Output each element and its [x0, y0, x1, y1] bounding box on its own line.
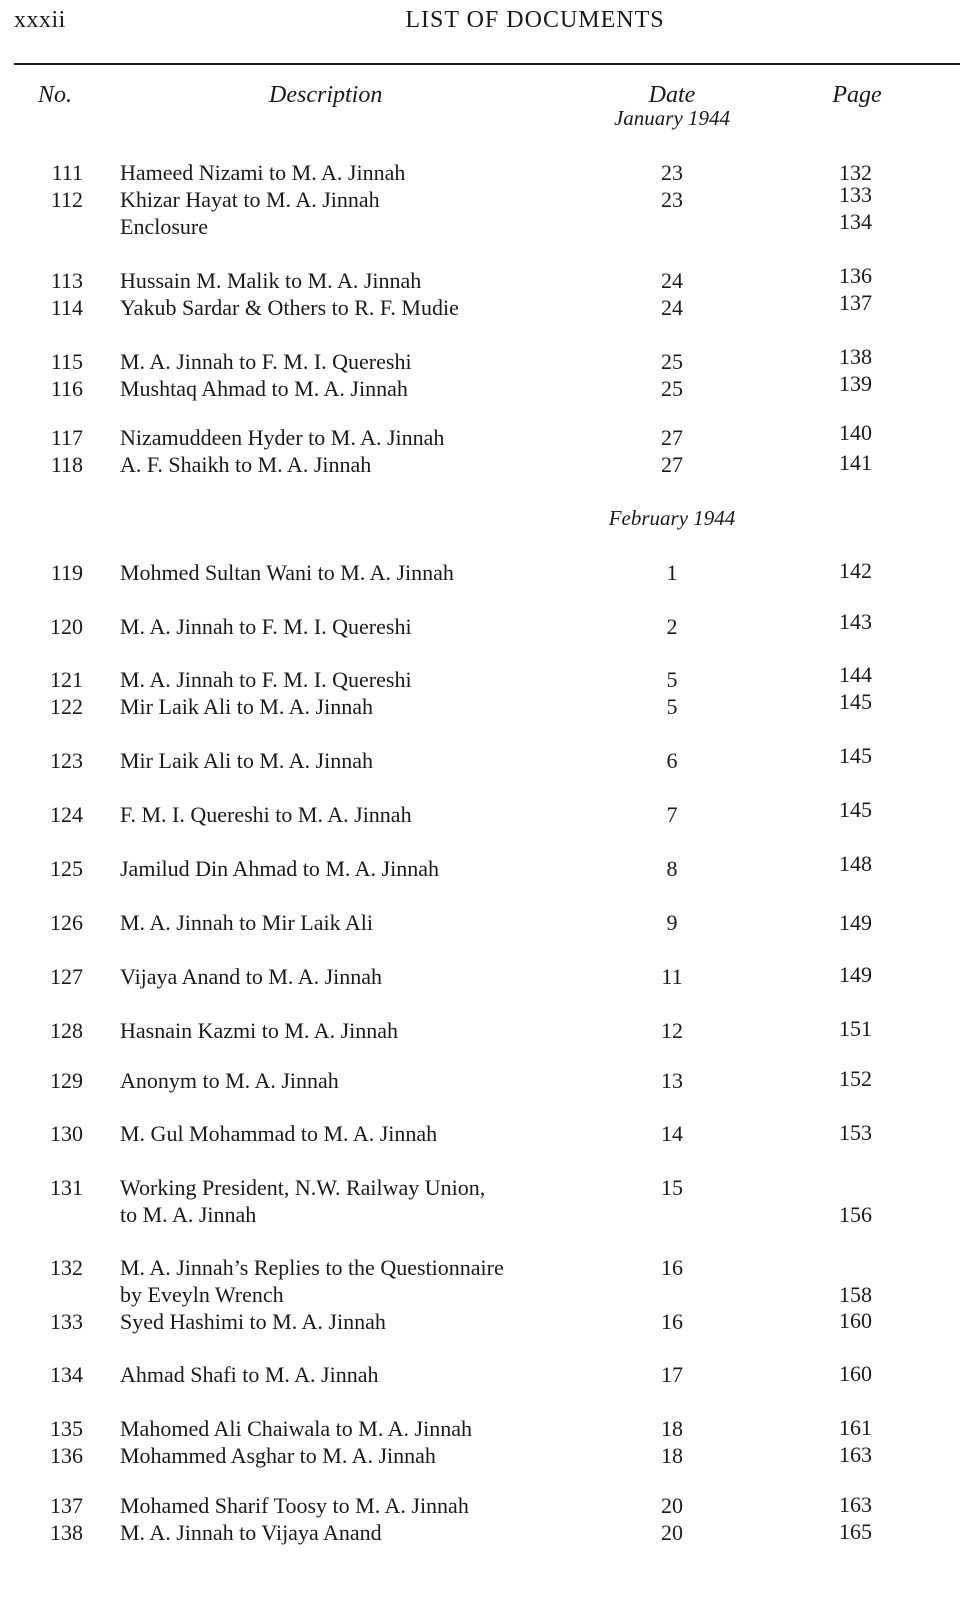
entry-page: 160 — [839, 1361, 872, 1386]
entry-description: Mohammed Asghar to M. A. Jinnah — [120, 1443, 436, 1468]
entry-number: 126 — [50, 910, 83, 935]
entry-page: 148 — [839, 851, 872, 876]
column-header-description: Description — [269, 82, 383, 108]
entry-description: Anonym to M. A. Jinnah — [120, 1068, 339, 1093]
entry-date: 12 — [661, 1018, 683, 1043]
entry-number: 138 — [50, 1520, 83, 1545]
entry-date: 16 — [661, 1309, 683, 1334]
entry-number: 120 — [50, 614, 83, 639]
entry-page: 136 — [839, 263, 872, 288]
entry-number: 125 — [50, 856, 83, 881]
entry-date: 13 — [661, 1068, 683, 1093]
entry-date: 24 — [661, 268, 683, 293]
entry-number: 123 — [50, 748, 83, 773]
entry-description: Yakub Sardar & Others to R. F. Mudie — [120, 295, 459, 320]
entry-page: 141 — [839, 450, 872, 475]
entry-description: Working President, N.W. Railway Union, — [120, 1175, 486, 1200]
entry-number: 129 — [50, 1068, 83, 1093]
entry-number: 121 — [50, 667, 83, 692]
entry-date: 20 — [661, 1520, 683, 1545]
entry-description: M. A. Jinnah to F. M. I. Quereshi — [120, 614, 412, 639]
entry-description: Vijaya Anand to M. A. Jinnah — [120, 964, 383, 989]
entry-number: 136 — [50, 1443, 83, 1468]
entry-date: 27 — [661, 452, 683, 477]
entry-number: 115 — [50, 349, 83, 374]
entry-description: Khizar Hayat to M. A. Jinnah — [120, 187, 380, 212]
entry-number: 128 — [50, 1018, 83, 1043]
entry-number: 132 — [50, 1255, 83, 1280]
entry-date: 20 — [661, 1493, 683, 1518]
entry-description: Jamilud Din Ahmad to M. A. Jinnah — [120, 856, 439, 881]
entry-date: 7 — [666, 802, 678, 827]
entry-description: A. F. Shaikh to M. A. Jinnah — [120, 452, 372, 477]
column-header-page: Page — [832, 82, 882, 108]
entry-date: 23 — [661, 187, 683, 212]
entry-description: Hasnain Kazmi to M. A. Jinnah — [120, 1018, 399, 1043]
header-rule — [14, 63, 960, 65]
entry-date: 5 — [666, 667, 678, 692]
entry-page: 152 — [839, 1066, 872, 1091]
entry-number: 116 — [50, 376, 83, 401]
entry-description: Mahomed Ali Chaiwala to M. A. Jinnah — [120, 1416, 472, 1441]
entry-page: 163 — [839, 1492, 872, 1517]
entry-description: Nizamuddeen Hyder to M. A. Jinnah — [120, 425, 445, 450]
entry-number: 130 — [50, 1121, 83, 1146]
entry-number: 113 — [50, 268, 83, 293]
entry-page: 144 — [839, 662, 872, 687]
month-heading-february: February 1944 — [608, 506, 736, 530]
entry-description: M. Gul Mohammad to M. A. Jinnah — [120, 1121, 438, 1146]
entry-description: Mir Laik Ali to M. A. Jinnah — [120, 694, 373, 719]
entry-description: Syed Hashimi to M. A. Jinnah — [120, 1309, 386, 1334]
entry-number: 114 — [50, 295, 83, 320]
entry-date: 6 — [666, 748, 678, 773]
entry-page: 132 — [839, 160, 872, 185]
entry-number: 117 — [50, 425, 83, 450]
entry-page: 137 — [839, 290, 872, 315]
entry-number: 122 — [50, 694, 83, 719]
entry-page: 163 — [839, 1442, 872, 1467]
entry-number: 133 — [50, 1309, 83, 1334]
entry-number: 112 — [50, 187, 83, 212]
entry-page: 133 — [839, 182, 872, 207]
entry-date: 14 — [661, 1121, 683, 1146]
entry-description: Hussain M. Malik to M. A. Jinnah — [120, 268, 422, 293]
entry-page: 140 — [839, 420, 872, 445]
entry-date: 16 — [661, 1255, 683, 1280]
entry-number: 124 — [50, 802, 83, 827]
entry-date: 11 — [661, 964, 683, 989]
entry-page: 151 — [839, 1016, 872, 1041]
entry-description: M. A. Jinnah to F. M. I. Quereshi — [120, 349, 412, 374]
entry-date: 27 — [661, 425, 683, 450]
entry-date: 25 — [661, 376, 683, 401]
entry-page: 145 — [839, 689, 872, 714]
entry-date: 24 — [661, 295, 683, 320]
entry-date: 5 — [666, 694, 678, 719]
entry-date: 1 — [666, 560, 678, 585]
entry-page: 139 — [839, 371, 872, 396]
entry-description: M. A. Jinnah to Mir Laik Ali — [120, 910, 373, 935]
entry-date: 25 — [661, 349, 683, 374]
entry-page: 142 — [839, 558, 872, 583]
entry-page: 145 — [839, 797, 872, 822]
entry-description: F. M. I. Quereshi to M. A. Jinnah — [120, 802, 412, 827]
column-header-no: No. — [38, 82, 73, 108]
entry-description: Mohamed Sharif Toosy to M. A. Jinnah — [120, 1493, 469, 1518]
entry-date: 15 — [661, 1175, 683, 1200]
entry-page: 165 — [839, 1519, 872, 1544]
entry-page: 149 — [839, 962, 872, 987]
entry-description-continued: Enclosure — [120, 214, 208, 239]
entry-page-continued: 134 — [839, 209, 872, 234]
entry-page: 143 — [839, 609, 872, 634]
entry-date: 2 — [666, 614, 678, 639]
entry-number: 134 — [50, 1362, 83, 1387]
entry-date: 8 — [666, 856, 678, 881]
entry-date: 23 — [661, 160, 683, 185]
entry-description: M. A. Jinnah to F. M. I. Quereshi — [120, 667, 412, 692]
entry-description-continued: by Eveyln Wrench — [120, 1282, 284, 1307]
entry-page: 149 — [839, 910, 872, 935]
entry-number: 111 — [51, 160, 83, 185]
entry-description: Hameed Nizami to M. A. Jinnah — [120, 160, 406, 185]
column-header-date: Date — [648, 82, 696, 108]
entry-page: 161 — [839, 1415, 872, 1440]
entry-number: 119 — [50, 560, 83, 585]
entry-description: Mohmed Sultan Wani to M. A. Jinnah — [120, 560, 454, 585]
entry-number: 137 — [50, 1493, 83, 1518]
entry-page-continued: 156 — [839, 1202, 872, 1227]
entry-page: 160 — [839, 1308, 872, 1333]
entry-page: 153 — [839, 1120, 872, 1145]
entry-number: 127 — [50, 964, 83, 989]
entry-page: 145 — [839, 743, 872, 768]
entry-page: 138 — [839, 344, 872, 369]
entry-page-continued: 158 — [839, 1282, 872, 1307]
entry-number: 118 — [50, 452, 83, 477]
entry-date: 17 — [661, 1362, 683, 1387]
entry-description: Mushtaq Ahmad to M. A. Jinnah — [120, 376, 408, 401]
entry-date: 18 — [661, 1416, 683, 1441]
entry-date: 9 — [666, 910, 678, 935]
entry-description: M. A. Jinnah to Vijaya Anand — [120, 1520, 382, 1545]
page-title: LIST OF DOCUMENTS — [405, 7, 665, 33]
month-heading-january: January 1944 — [613, 106, 731, 130]
entry-description: Mir Laik Ali to M. A. Jinnah — [120, 748, 373, 773]
entry-description: M. A. Jinnah’s Replies to the Questionnaire — [120, 1255, 504, 1280]
entry-date: 18 — [661, 1443, 683, 1468]
page-number: xxxii — [14, 7, 66, 33]
entry-description: Ahmad Shafi to M. A. Jinnah — [120, 1362, 379, 1387]
entry-description-continued: to M. A. Jinnah — [120, 1202, 257, 1227]
entry-number: 131 — [50, 1175, 83, 1200]
entry-number: 135 — [50, 1416, 83, 1441]
